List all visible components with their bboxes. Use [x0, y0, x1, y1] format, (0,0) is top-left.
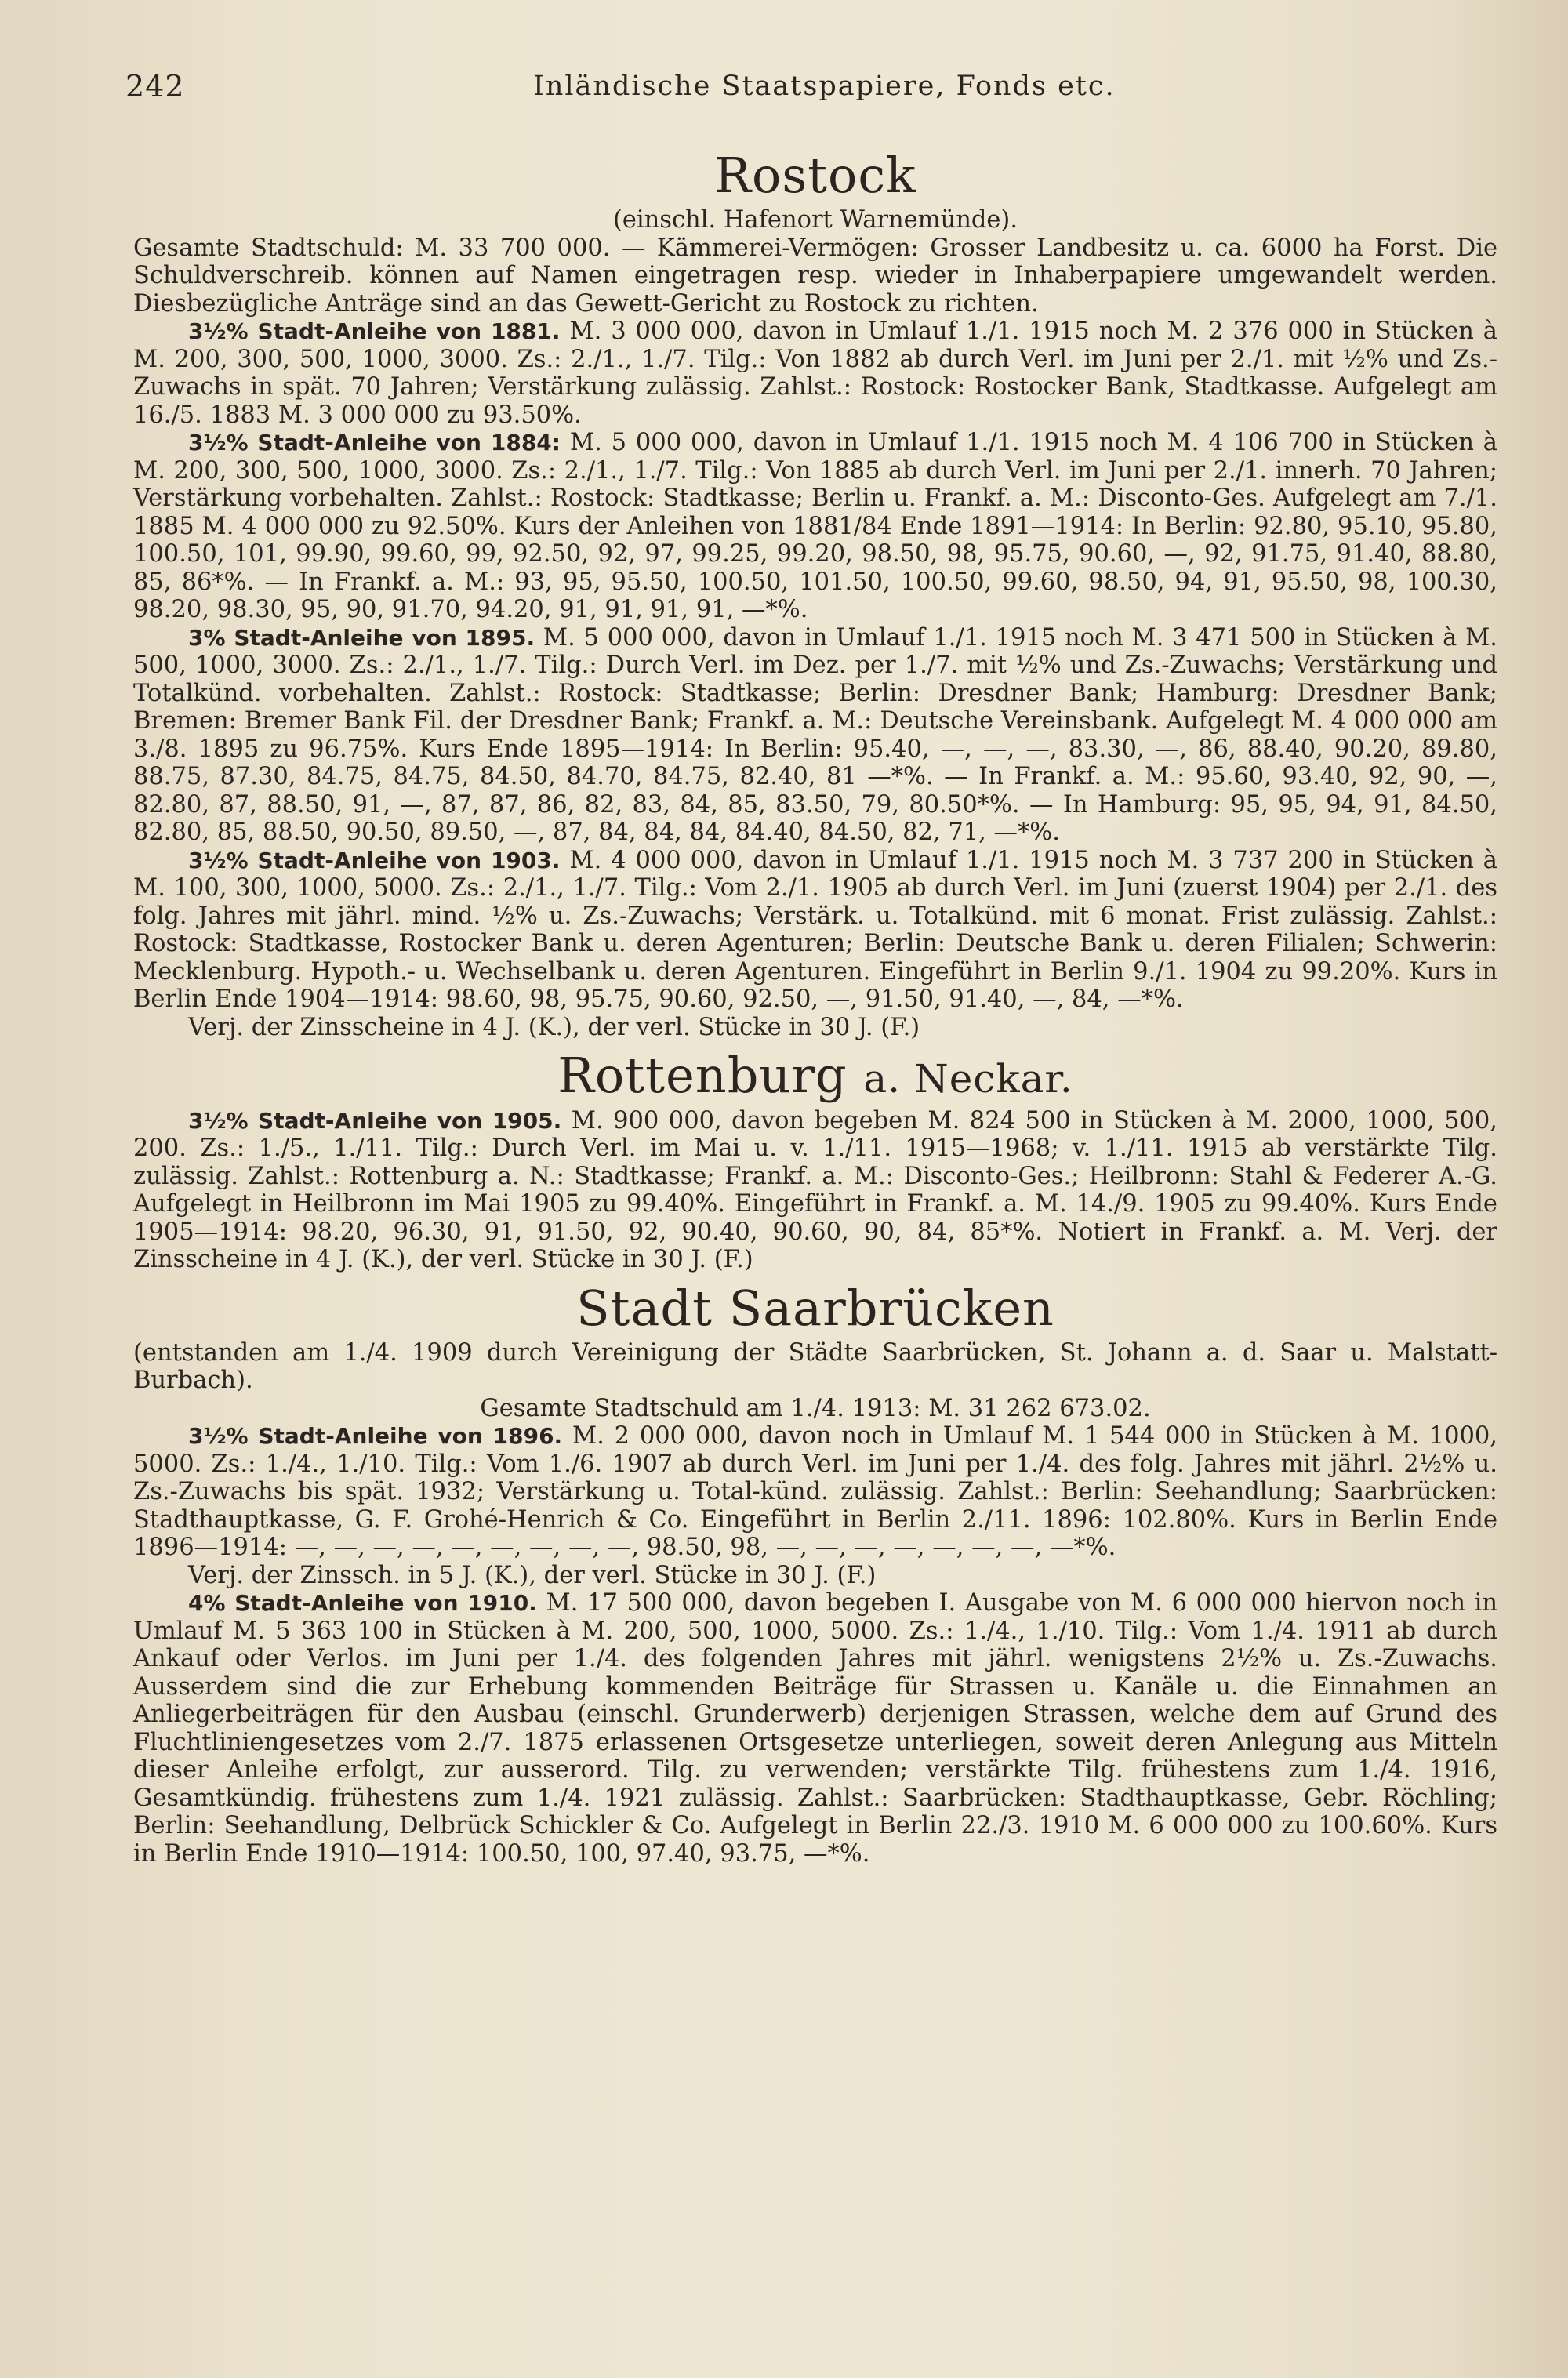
page-header	[125, 69, 1505, 116]
loan-text: M. 900 000, davon begeben M. 824 500 in Stücken à M. 2000, 1000, 500, 200. Zs.: 1./5., 1./11. Tilg.: Durch Verl. im Mai u. v. 1./11. 1915—1968; v. 1./11. 1915 ab verstärkte Tilg. zulässig. Zahlst.: Rottenburg a. N.: Stadtkasse; Frankf. a. M.: Disconto-Ges.; Heilbronn: Stahl & Federer A.-G. Aufgelegt in Heilbronn im Mai 1905 zu 99.40%. Eingeführt in Frankf. a. M. 14./9. 1905 zu 99.40%. Kurs Ende 1905—1914: 98.20, 96.30, 91, 91.50, 92, 90.40, 90.60, 90, 84, 85*%. Notiert in Frankf. a. M. Verj. der Zinsscheine in 4 J. (K.), der verl. Stücke in 30 J. (F.)	[133, 1106, 1497, 1274]
page-number: 242	[125, 69, 185, 103]
loan-title: 4% Stadt-Anleihe von 1910.	[188, 1590, 537, 1617]
section-intro: Gesamte Stadtschuld am 1./4. 1913: M. 31 262 673.02.	[480, 1394, 1151, 1422]
note-text: Verj. der Zinsscheine in 4 J. (K.), der verl. Stücke in 30 J. (F.)	[188, 1013, 920, 1041]
loan-entry	[133, 1422, 1497, 1562]
note-entry	[133, 1014, 1497, 1042]
loan-entry	[133, 847, 1497, 1014]
section-title: Stadt Saarbrücken	[576, 1279, 1054, 1337]
section-subtitle: (entstanden am 1./4. 1909 durch Vereinigung der Städte Saarbrücken, St. Johann a. d. Saar u. Malstatt-Burbach).	[133, 1338, 1497, 1395]
loan-text: M. 5 000 000, davon in Umlauf 1./1. 1915 noch M. 3 471 500 in Stücken à M. 500, 1000, 3000. Zs.: 2./1., 1./7. Tilg.: Durch Verl. im Dez. per 1./7. mit ½% und Zs.-Zuwachs; Verstärkung und Totalkünd. vorbehalten. Zahlst.: Rostock: Stadtkasse; Berlin: Dresdner Bank; Hamburg: Dresdner Bank; Bremen: Bremer Bank Fil. der Dresdner Bank; Frankf. a. M.: Deutsche Vereinsbank. Aufgelegt M. 4 000 000 am 3./8. 1895 zu 96.75%. Kurs Ende 1895—1914: In Berlin: 95.40, —, —, —, 83.30, —, 86, 88.40, 90.20, 89.80, 88.75, 87.30, 84.75, 84.75, 84.50, 84.70, 84.75, 82.40, 81 —*%. — In Frankf. a. M.: 95.60, 93.40, 92, 90, —, 82.80, 87, 88.50, 91, —, 87, 87, 86, 82, 83, 84, 85, 83.50, 79, 80.50*%. — In Hamburg: 95, 95, 94, 91, 84.50, 82.80, 85, 88.50, 90.50, 89.50, —, 87, 84, 84, 84, 84.40, 84.50, 82, 71, —*%.	[133, 623, 1497, 847]
section-rottenburg	[133, 1047, 1497, 1273]
loan-title: 3½% Stadt-Anleihe von 1896.	[188, 1423, 563, 1450]
loan-text: M. 5 000 000, davon in Umlauf 1./1. 1915 noch M. 4 106 700 in Stücken à M. 200, 300, 500, 1000, 3000. Zs.: 2./1., 1./7. Tilg.: Von 1885 ab durch Verl. im Juni per 2./1. innerh. 70 Jahren; Verstärkung vorbehalten. Zahlst.: Rostock: Stadtkasse; Berlin u. Frankf. a. M.: Disconto-Ges. Aufgelegt am 7./1. 1885 M. 4 000 000 zu 92.50%. Kurs der Anleihen von 1881/84 Ende 1891—1914: In Berlin: 92.80, 95.10, 95.80, 100.50, 101, 99.90, 99.60, 99, 92.50, 92, 97, 99.25, 99.20, 98.50, 98, 95.75, 90.60, —, 92, 91.75, 91.40, 88.80, 85, 86*%. — In Frankf. a. M.: 93, 95, 95.50, 100.50, 101.50, 100.50, 99.60, 98.50, 94, 91, 95.50, 98, 100.30, 98.20, 98.30, 95, 90, 91.70, 94.20, 91, 91, 91, 91, —*%.	[133, 429, 1497, 624]
loan-title: 3½% Stadt-Anleihe von 1884:	[188, 430, 561, 456]
loan-text: M. 17 500 000, davon begeben I. Ausgabe von M. 6 000 000 hiervon noch in Umlauf M. 5 363 100 in Stücken à M. 200, 500, 1000, 5000. Zs.: 1./4., 1./10. Tilg.: Vom 1./4. 1911 ab durch Ankauf oder Verlos. im Juni per 1./4. des folgenden Jahres mit jährl. wenigstens 2½% u. Zs.-Zuwachs. Ausserdem sind die zur Erhebung kommenden Beiträge für Strassen u. Kanäle u. die Einnahmen an Anliegerbeiträgen für den Ausbau (einschl. Grunderwerb) derjenigen Strassen, welche dem auf Grund des Fluchtliniengesetzes vom 2./7. 1875 erlassenen Ortsgesetze unterliegen, soweit deren Anlegung aus Mitteln dieser Anleihe erfolgt, zur ausserord. Tilg. zu verwenden; verstärkte Tilg. frühestens zum 1./4. 1916, Gesamtkündig. frühestens zum 1./4. 1921 zulässig. Zahlst.: Saarbrücken: Stadthauptkasse, Gebr. Röchling; Berlin: Seehandlung, Delbrück Schickler & Co. Aufgelegt in Berlin 22./3. 1910 M. 6 000 000 zu 100.60%. Kurs in Berlin Ende 1910—1914: 100.50, 100, 97.40, 93.75, —*%.	[133, 1589, 1498, 1868]
running-title: Inländische Staatspapiere, Fonds etc.	[533, 71, 1116, 102]
loan-text: M. 4 000 000, davon in Umlauf 1./1. 1915 noch M. 3 737 200 in Stücken à M. 100, 300, 1000, 5000. Zs.: 2./1., 1./7. Tilg.: Vom 2./1. 1905 ab durch Verl. im Juni (zuerst 1904) per 2./1. des folg. Jahres mit jährl. mind. ½% u. Zs.-Zuwachs; Verstärk. u. Totalkünd. mit 6 monat. Frist zulässig. Zahlst.: Rostock: Stadtkasse, Rostocker Bank u. deren Agenturen; Berlin: Deutsche Bank u. deren Filialen; Schwerin: Mecklenburg. Hypoth.- u. Wechselbank u. deren Agenturen. Eingeführt in Berlin 9./1. 1904 zu 99.20%. Kurs in Berlin Ende 1904—1914: 98.60, 98, 95.75, 90.60, 92.50, —, 91.50, 91.40, —, 84, —*%.	[133, 846, 1497, 1014]
loan-title: 3½% Stadt-Anleihe von 1903.	[188, 847, 561, 873]
section-title: Rostock	[714, 147, 916, 204]
loan-text: M. 3 000 000, davon in Umlauf 1./1. 1915 noch M. 2 376 000 in Stücken à M. 200, 300, 500, 1000, 3000. Zs.: 2./1., 1./7. Tilg.: Von 1882 ab durch Verl. im Juni per 2./1. mit ½% und Zs.-Zuwachs in spät. 70 Jahren; Verstärkung zulässig. Zahlst.: Rostock: Rostocker Bank, Stadtkasse. Aufgelegt am 16./5. 1883 M. 3 000 000 zu 93.50%.	[133, 318, 1497, 429]
loan-entry	[133, 1107, 1497, 1274]
section-subtitle: (einschl. Hafenort Warnemünde).	[612, 206, 1018, 234]
loan-title: 3% Stadt-Anleihe von 1895.	[188, 624, 535, 651]
loan-text: M. 2 000 000, davon noch in Umlauf M. 1 544 000 in Stücken à M. 1000, 5000. Zs.: 1./4., 1./10. Tilg.: Vom 1./6. 1907 ab durch Verl. im Juni per 1./4. des folg. Jahres mit jährl. 2½% u. Zs.-Zuwachs bis spät. 1932; Verstärkung u. Total-künd. zulässig. Zahlst.: Berlin: Seehandlung; Saarbrücken: Stadthauptkasse, G. F. Grohé-Henrich & Co. Eingeführt in Berlin 2./11. 1896: 102.80%. Kurs in Berlin Ende 1896—1914: —, —, —, —, —, —, —, —, —, 98.50, 98, —, —, —, —, —, —, —, —*%.	[133, 1422, 1498, 1562]
note-entry	[133, 1562, 1497, 1590]
loan-title: 3½% Stadt-Anleihe von 1881.	[188, 318, 561, 345]
loan-title: 3½% Stadt-Anleihe von 1905.	[188, 1107, 562, 1134]
section-title-main: Rottenburg	[557, 1047, 848, 1105]
section-intro: Gesamte Stadtschuld: M. 33 700 000. — Kämmerei-Vermögen: Grosser Landbesitz u. ca. 6000 ha Forst. Die Schuldverschreib. können auf Namen eingetragen resp. wieder in Inhaberpapiere umgewandelt werden. Diesbezügliche Anträge sind an das Gewett-Gericht zu Rostock zu richten.	[133, 234, 1497, 318]
note-text: Verj. der Zinssch. in 5 J. (K.), der verl. Stücke in 30 J. (F.)	[188, 1561, 877, 1589]
section-rostock	[133, 147, 1497, 1041]
loan-entry	[133, 318, 1497, 429]
page-content	[133, 141, 1497, 1868]
section-title-suffix: a. Neckar.	[863, 1056, 1073, 1102]
loan-entry	[133, 429, 1497, 624]
section-title	[133, 1047, 1497, 1103]
loan-entry	[133, 1589, 1497, 1868]
loan-entry	[133, 624, 1497, 847]
section-saarbruecken	[133, 1280, 1497, 1868]
